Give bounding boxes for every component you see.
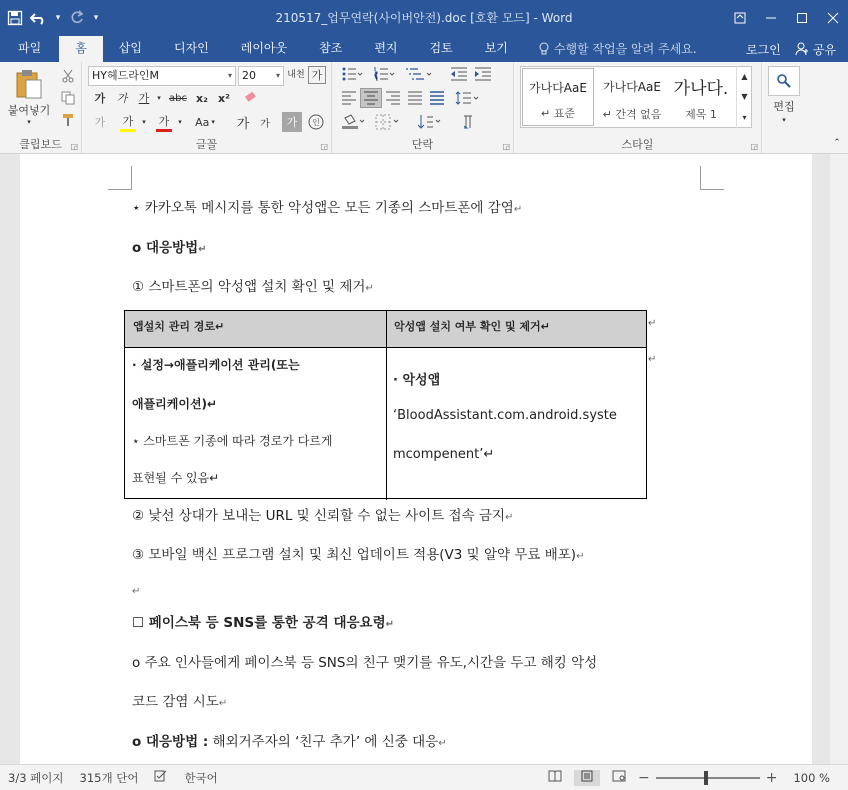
save-icon[interactable] [4, 4, 26, 32]
font-color-button[interactable]: 가 [152, 112, 176, 132]
title-bar [0, 0, 848, 36]
align-right-icon[interactable] [382, 88, 404, 108]
sort-icon[interactable] [414, 112, 446, 132]
zoom-slider[interactable] [656, 777, 760, 779]
zoom-slider-thumb[interactable] [704, 771, 708, 785]
style-normal-name: ↵ 표준 [541, 107, 575, 120]
superscript-button[interactable]: x² [218, 91, 230, 105]
editing-dropdown-icon[interactable]: ▾ [782, 116, 786, 124]
zoom-in-icon[interactable]: + [765, 770, 778, 786]
style-no-spacing-name: ↵ 간격 없음 [602, 108, 662, 121]
style-heading1-sample: 가나다. [673, 79, 729, 99]
shrink-font-button[interactable]: 가 [260, 118, 270, 130]
paragraph-mark: ↵ [438, 738, 447, 749]
styles-group-label: 스타일 [621, 138, 654, 151]
row-end-mark: ↵ [648, 318, 657, 329]
paragraph-mark: ↵ [218, 698, 228, 709]
ribbon-tabs [0, 36, 848, 62]
font-name-value: HY헤드라인M [92, 69, 159, 82]
undo-dropdown-icon[interactable]: ▾ [55, 13, 61, 23]
editing-button[interactable]: 편집 [773, 100, 795, 113]
table-header-check: 악성앱 설치 여부 확인 및 제거↵ [386, 311, 646, 348]
status-bar [0, 764, 848, 790]
view-zoom-controls [542, 765, 848, 790]
font-group-label: 글꼴 [195, 138, 218, 151]
clear-formatting-icon[interactable] [240, 88, 262, 108]
char-shading-icon[interactable]: 가 [282, 112, 302, 132]
decrease-indent-icon[interactable] [448, 64, 470, 84]
style-heading1[interactable] [668, 68, 734, 126]
paragraph-mark: ↵ [385, 619, 395, 630]
find-icon[interactable] [768, 66, 800, 96]
line-spacing-icon[interactable] [452, 88, 484, 108]
cut-icon[interactable] [58, 67, 78, 85]
table-header-path: 앱설치 관리 경로↵ [125, 311, 386, 348]
enclose-characters-icon[interactable] [306, 112, 326, 132]
person-icon [795, 42, 809, 56]
tab-file[interactable]: 파일 [18, 41, 42, 55]
undo-icon[interactable] [28, 4, 50, 32]
doc-line-6 [132, 582, 140, 598]
subscript-button[interactable]: x₂ [196, 91, 208, 105]
ribbon-display-icon[interactable] [724, 0, 755, 36]
style-normal[interactable] [522, 68, 594, 126]
row-end-mark: ↵ [648, 354, 657, 365]
change-case-button[interactable]: Aa ▾ [195, 115, 215, 129]
zoom-level[interactable]: 100 % [793, 771, 830, 785]
styles-group [514, 62, 762, 154]
editing-group [762, 62, 848, 154]
document-area [0, 154, 848, 764]
doc-line-9: 코드 감염 시도↵ [132, 694, 228, 710]
shading-icon[interactable] [338, 112, 370, 132]
minimize-icon[interactable] [755, 0, 786, 36]
text-effects-icon[interactable]: 가 [94, 116, 106, 129]
chevron-down-icon: ▾ [227, 71, 232, 80]
paragraph-launcher-icon[interactable]: ◲ [502, 142, 510, 151]
doc-line-1: ⋆ 카카오톡 메시지를 통한 악성앱은 모든 기종의 스마트폰에 감염↵ [132, 200, 523, 216]
numbering-icon[interactable] [370, 64, 398, 84]
font-color-swatch [156, 129, 172, 132]
tell-me-text: 수행할 작업을 알려 주세요. [553, 42, 697, 56]
doc-line-2: o 대응방법↵ [132, 240, 207, 256]
doc-line-7: ☐ 페이스북 등 SNS를 통한 공격 대응요령↵ [132, 615, 395, 631]
enclose-char-button[interactable]: 가 [308, 66, 326, 84]
font-color-dropdown-icon[interactable]: ▾ [178, 118, 182, 126]
table-cell-left-line1: · 설정→애플리케이션 관리(또는 [132, 358, 300, 372]
multilevel-list-icon[interactable] [402, 64, 436, 84]
highlight-swatch [120, 129, 136, 132]
paragraph-mark: ↵ [198, 244, 207, 255]
tab-insert[interactable]: 삽입 [118, 41, 142, 55]
increase-indent-icon[interactable] [472, 64, 494, 84]
clipboard-group-label: 클립보드 [19, 138, 62, 151]
table-cell-left-line3: ⋆ 스마트폰 기종에 따라 경로가 다르게 [132, 434, 333, 448]
styles-scroll-up-icon[interactable]: ▲ [736, 66, 752, 86]
maximize-icon[interactable] [786, 0, 817, 36]
borders-icon[interactable] [372, 112, 404, 132]
web-layout-icon[interactable] [606, 770, 632, 786]
window-controls [724, 0, 848, 36]
svg-text:인: 인 [312, 118, 320, 127]
styles-scroll-down-icon[interactable]: ▼ [736, 86, 752, 106]
tab-home[interactable]: 홈 [59, 36, 103, 62]
distributed-icon[interactable] [426, 88, 448, 108]
table-cell-left-line4: 표현될 수 있음↵ [132, 471, 220, 485]
share-label: 공유 [812, 42, 836, 57]
style-heading1-name: 제목 1 [685, 108, 717, 121]
document-page[interactable] [20, 154, 812, 764]
doc-line-5: ③ 모바일 백신 프로그램 설치 및 최신 업데이트 적용(V3 및 알약 무료 배포)↵ [132, 547, 585, 563]
collapse-ribbon-icon[interactable]: ⌃ [833, 138, 841, 148]
print-layout-icon[interactable] [574, 770, 600, 786]
vertical-scrollbar[interactable] [830, 154, 848, 764]
tab-view[interactable]: 보기 [484, 41, 508, 55]
tab-design[interactable]: 디자인 [173, 41, 209, 55]
app-check-table [124, 310, 647, 499]
font-size-value: 20 [242, 69, 256, 82]
chevron-down-icon: ▾ [275, 71, 280, 80]
table-cell-left-line2: 애플리케이션)↵ [132, 397, 218, 411]
highlight-dropdown-icon[interactable]: ▾ [142, 118, 146, 126]
align-left-icon[interactable] [338, 88, 360, 108]
paragraph-mark: ↵ [505, 512, 514, 523]
styles-launcher-icon[interactable]: ◲ [750, 142, 758, 151]
paragraph-mark: ↵ [513, 204, 523, 215]
tab-references[interactable]: 참조 [319, 41, 343, 55]
quick-access-toolbar [0, 0, 102, 36]
highlight-color-button[interactable]: 가 [116, 112, 140, 132]
style-no-spacing[interactable] [596, 68, 668, 126]
show-marks-icon[interactable] [456, 112, 480, 132]
paste-button[interactable]: 붙여넣기 ▾ [6, 66, 52, 128]
paragraph-mark: ↵ [576, 551, 585, 562]
bold-button[interactable]: 가 [94, 92, 106, 105]
copy-icon[interactable] [58, 89, 78, 107]
format-painter-icon[interactable] [58, 111, 78, 129]
account-area [746, 36, 836, 62]
paragraph-mark: ↵ [365, 283, 374, 294]
change-case-label: Aa [195, 115, 210, 129]
page-count[interactable]: 3/3 페이지 [8, 770, 64, 785]
customize-icon[interactable]: ▾ [93, 13, 99, 23]
doc-line-8: o 주요 인사들에게 페이스북 등 SNS의 친구 맺기를 유도,시간을 두고 해킹 악성 [132, 655, 598, 671]
paste-icon [14, 68, 44, 100]
language[interactable]: 한국어 [184, 770, 218, 785]
align-center-icon[interactable] [360, 88, 382, 108]
table-cell-right-line2: ‘BloodAssistant.com.android.syste [393, 408, 617, 423]
font-size-box[interactable] [238, 66, 284, 86]
paragraph-group [332, 62, 514, 154]
tab-layout[interactable]: 레이아웃 [240, 41, 288, 55]
read-mode-icon[interactable] [542, 770, 568, 786]
clipboard-group [0, 62, 82, 154]
table-cell-right-line1: · 악성앱 [393, 373, 441, 388]
paragraph-group-label: 단락 [411, 138, 434, 151]
font-launcher-icon[interactable]: ◲ [320, 142, 328, 151]
doc-line-10: o 대응방법 : 해외거주자의 ‘친구 추가’ 에 신중 대응↵ [132, 734, 447, 750]
clipboard-launcher-icon[interactable]: ◲ [70, 142, 78, 151]
style-no-spacing-sample: 가나다AaE [603, 80, 661, 94]
table-cell-right-line3: mcompenent’↵ [393, 447, 495, 462]
tab-review[interactable]: 검토 [429, 41, 453, 55]
login-link[interactable]: 로그인 [746, 42, 781, 57]
grow-font-button[interactable]: 가 [236, 116, 250, 132]
underline-dropdown-icon[interactable]: ▾ [157, 94, 161, 102]
doc-line-3: ① 스마트폰의 악성앱 설치 확인 및 제거↵ [132, 279, 374, 295]
ribbon [0, 62, 848, 154]
strikethrough-button[interactable]: abc [169, 92, 187, 104]
window-title: 210517_업무연락(사이버안전).doc [호환 모드] - Word [275, 11, 573, 25]
italic-button[interactable]: 가 [116, 92, 128, 105]
proofing-icon[interactable] [146, 770, 176, 785]
redo-icon[interactable] [66, 4, 88, 32]
underline-button[interactable]: 가 [138, 92, 150, 105]
tell-me-box[interactable] [524, 36, 697, 62]
styles-more-icon[interactable]: ▾ [736, 106, 752, 128]
tab-mailings[interactable]: 편지 [374, 41, 398, 55]
crop-mark-right [700, 166, 724, 190]
close-icon[interactable] [817, 0, 848, 36]
font-group [82, 62, 332, 154]
zoom-out-icon[interactable]: − [637, 770, 650, 786]
share-button[interactable] [795, 41, 836, 58]
bullets-icon[interactable] [338, 64, 366, 84]
paragraph-mark: ↵ [132, 586, 141, 597]
lightbulb-icon [538, 42, 550, 56]
word-count[interactable]: 315개 단어 [79, 770, 139, 785]
phonetic-guide-button[interactable]: 내천 [287, 69, 305, 80]
font-name-box[interactable] [88, 66, 236, 86]
table-divider [386, 311, 387, 500]
crop-mark-left [108, 166, 132, 190]
style-normal-sample: 가나다AaE [529, 81, 587, 95]
justify-icon[interactable] [404, 88, 426, 108]
paste-label: 붙여넣기 [7, 104, 51, 117]
doc-line-4: ② 낯선 상대가 보내는 URL 및 신뢰할 수 없는 사이트 접속 금지↵ [132, 508, 514, 524]
